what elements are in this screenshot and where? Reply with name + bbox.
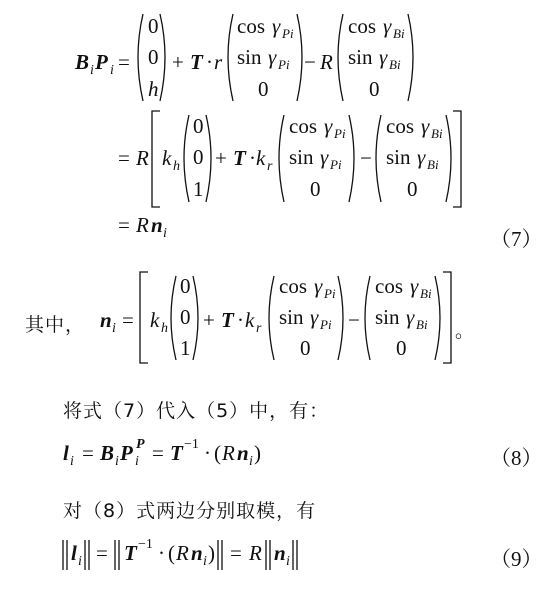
svg-text:i: i — [78, 554, 82, 569]
svg-text:0: 0 — [396, 336, 407, 360]
svg-text:γ: γ — [324, 114, 333, 138]
svg-text:0: 0 — [258, 77, 269, 101]
svg-text:=: = — [122, 308, 134, 332]
substitute-sentence: 将式（7）代入（5）中，有： — [63, 400, 330, 422]
svg-text:−: − — [348, 308, 360, 332]
svg-text:γ: γ — [421, 114, 430, 138]
svg-text:n: n — [191, 541, 203, 565]
svg-text:+: + — [172, 50, 184, 74]
svg-text:=: = — [118, 146, 130, 170]
svg-text:·: · — [206, 50, 213, 74]
svg-text:0: 0 — [148, 14, 159, 38]
eq7-line2 — [118, 111, 461, 207]
svg-text:Bi: Bi — [389, 57, 401, 72]
svg-text:R: R — [176, 541, 189, 565]
svg-text:R: R — [249, 541, 262, 565]
svg-text:): ) — [208, 541, 215, 565]
svg-text:sin: sin — [279, 305, 304, 329]
svg-text:r: r — [267, 159, 273, 174]
svg-text:n: n — [100, 308, 112, 332]
svg-text:cos: cos — [279, 274, 307, 298]
svg-text:−: − — [304, 50, 316, 74]
svg-text:cos: cos — [348, 14, 376, 38]
svg-text:sin: sin — [375, 305, 400, 329]
svg-text:T: T — [233, 146, 246, 170]
svg-text:r: r — [214, 50, 223, 74]
eq7-line3 — [118, 213, 167, 241]
svg-text:0: 0 — [407, 177, 418, 201]
svg-text:γ: γ — [379, 45, 388, 69]
svg-text:−1: −1 — [138, 537, 153, 552]
svg-text:sin: sin — [386, 145, 411, 169]
equation-number-8: （8） — [490, 446, 543, 470]
svg-text:i: i — [135, 454, 139, 469]
svg-text:0: 0 — [193, 145, 204, 169]
svg-text:1: 1 — [193, 177, 204, 201]
svg-text:sin: sin — [237, 45, 262, 69]
svg-text:i: i — [90, 63, 94, 78]
svg-text:=: = — [118, 213, 130, 237]
svg-text:Bi: Bi — [427, 157, 439, 172]
equation-8 — [63, 437, 261, 469]
equation-number-9: （9） — [490, 547, 543, 571]
svg-text:=: = — [152, 441, 164, 465]
svg-text:R: R — [136, 146, 149, 170]
svg-text:=: = — [230, 541, 242, 565]
svg-text:0: 0 — [300, 336, 311, 360]
svg-text:P: P — [120, 441, 133, 465]
svg-text:=: = — [96, 541, 108, 565]
svg-text:n: n — [274, 541, 286, 565]
svg-text:P: P — [95, 50, 108, 74]
svg-text:Pi: Pi — [334, 126, 346, 141]
svg-text:T: T — [221, 308, 234, 332]
svg-text:): ) — [254, 441, 261, 465]
svg-text:T: T — [170, 441, 183, 465]
svg-text:−1: −1 — [184, 437, 199, 452]
svg-text:·: · — [237, 308, 244, 332]
svg-text:k: k — [245, 308, 255, 332]
svg-text:cos: cos — [289, 114, 317, 138]
svg-text:γ: γ — [406, 305, 415, 329]
paren-right — [160, 14, 165, 101]
svg-text:n: n — [151, 213, 163, 237]
svg-text:=: = — [118, 50, 130, 74]
svg-text:i: i — [70, 454, 74, 469]
svg-text:γ: γ — [320, 145, 329, 169]
svg-text:=: = — [82, 441, 94, 465]
svg-text:i: i — [115, 454, 119, 469]
svg-text:B: B — [75, 50, 90, 74]
svg-text:sin: sin — [348, 45, 373, 69]
svg-text:i: i — [203, 554, 207, 569]
svg-text:i: i — [110, 63, 114, 78]
svg-text:Pi: Pi — [330, 157, 342, 172]
paren-left — [138, 14, 143, 101]
equation-9 — [63, 537, 297, 570]
svg-text:r: r — [256, 321, 262, 336]
svg-text:γ: γ — [272, 14, 281, 38]
where-label: 其中， — [25, 314, 86, 336]
svg-text:Bi: Bi — [393, 26, 405, 41]
svg-text:Bi: Bi — [416, 317, 428, 332]
svg-text:+: + — [215, 146, 227, 170]
svg-text:i: i — [249, 454, 253, 469]
svg-text:γ: γ — [410, 274, 419, 298]
svg-text:h: h — [161, 321, 168, 336]
svg-text:l: l — [71, 541, 77, 565]
svg-text:0: 0 — [148, 45, 159, 69]
svg-text:T: T — [124, 541, 137, 565]
svg-text:i: i — [112, 321, 116, 336]
svg-text:Pi: Pi — [320, 317, 332, 332]
svg-text:i: i — [286, 554, 290, 569]
svg-text:0: 0 — [193, 114, 204, 138]
svg-text:·: · — [204, 441, 211, 465]
svg-text:l: l — [63, 441, 69, 465]
svg-text:1: 1 — [180, 336, 191, 360]
svg-text:h: h — [173, 159, 180, 174]
svg-text:(: ( — [168, 541, 175, 565]
svg-text:0: 0 — [369, 77, 380, 101]
svg-text:−: − — [360, 146, 372, 170]
svg-text:k: k — [256, 146, 266, 170]
svg-text:cos: cos — [386, 114, 414, 138]
svg-text:B: B — [100, 441, 115, 465]
svg-text:(: ( — [214, 441, 221, 465]
svg-text:T: T — [190, 50, 203, 74]
svg-text:P: P — [136, 437, 145, 452]
svg-text:0: 0 — [310, 177, 321, 201]
svg-text:+: + — [203, 308, 215, 332]
norm-sentence: 对（8）式两边分别取模，有 — [63, 500, 317, 522]
svg-text:sin: sin — [289, 145, 314, 169]
svg-text:γ: γ — [383, 14, 392, 38]
svg-text:Pi: Pi — [324, 286, 336, 301]
svg-text:γ: γ — [417, 145, 426, 169]
svg-text:Bi: Bi — [431, 126, 443, 141]
svg-text:cos: cos — [237, 14, 265, 38]
svg-text:R: R — [222, 441, 235, 465]
svg-text:h: h — [148, 77, 159, 101]
svg-text:·: · — [158, 541, 165, 565]
svg-text:i: i — [163, 226, 167, 241]
svg-text:cos: cos — [375, 274, 403, 298]
svg-text:Bi: Bi — [420, 286, 432, 301]
svg-text:n: n — [237, 441, 249, 465]
ni-definition — [100, 272, 451, 363]
svg-text:γ: γ — [268, 45, 277, 69]
equation-number-7: （7） — [490, 227, 543, 251]
svg-text:R: R — [320, 50, 333, 74]
svg-text:0: 0 — [180, 274, 191, 298]
period-mark: 。 — [455, 320, 476, 342]
eq7-line1 — [74, 14, 413, 101]
svg-text:Pi: Pi — [278, 57, 290, 72]
svg-text:k: k — [150, 308, 160, 332]
svg-text:k: k — [162, 146, 172, 170]
svg-text:0: 0 — [180, 305, 191, 329]
svg-text:Pi: Pi — [282, 26, 294, 41]
svg-text:γ: γ — [314, 274, 323, 298]
svg-text:γ: γ — [310, 305, 319, 329]
svg-text:R: R — [136, 213, 149, 237]
svg-text:·: · — [249, 146, 256, 170]
